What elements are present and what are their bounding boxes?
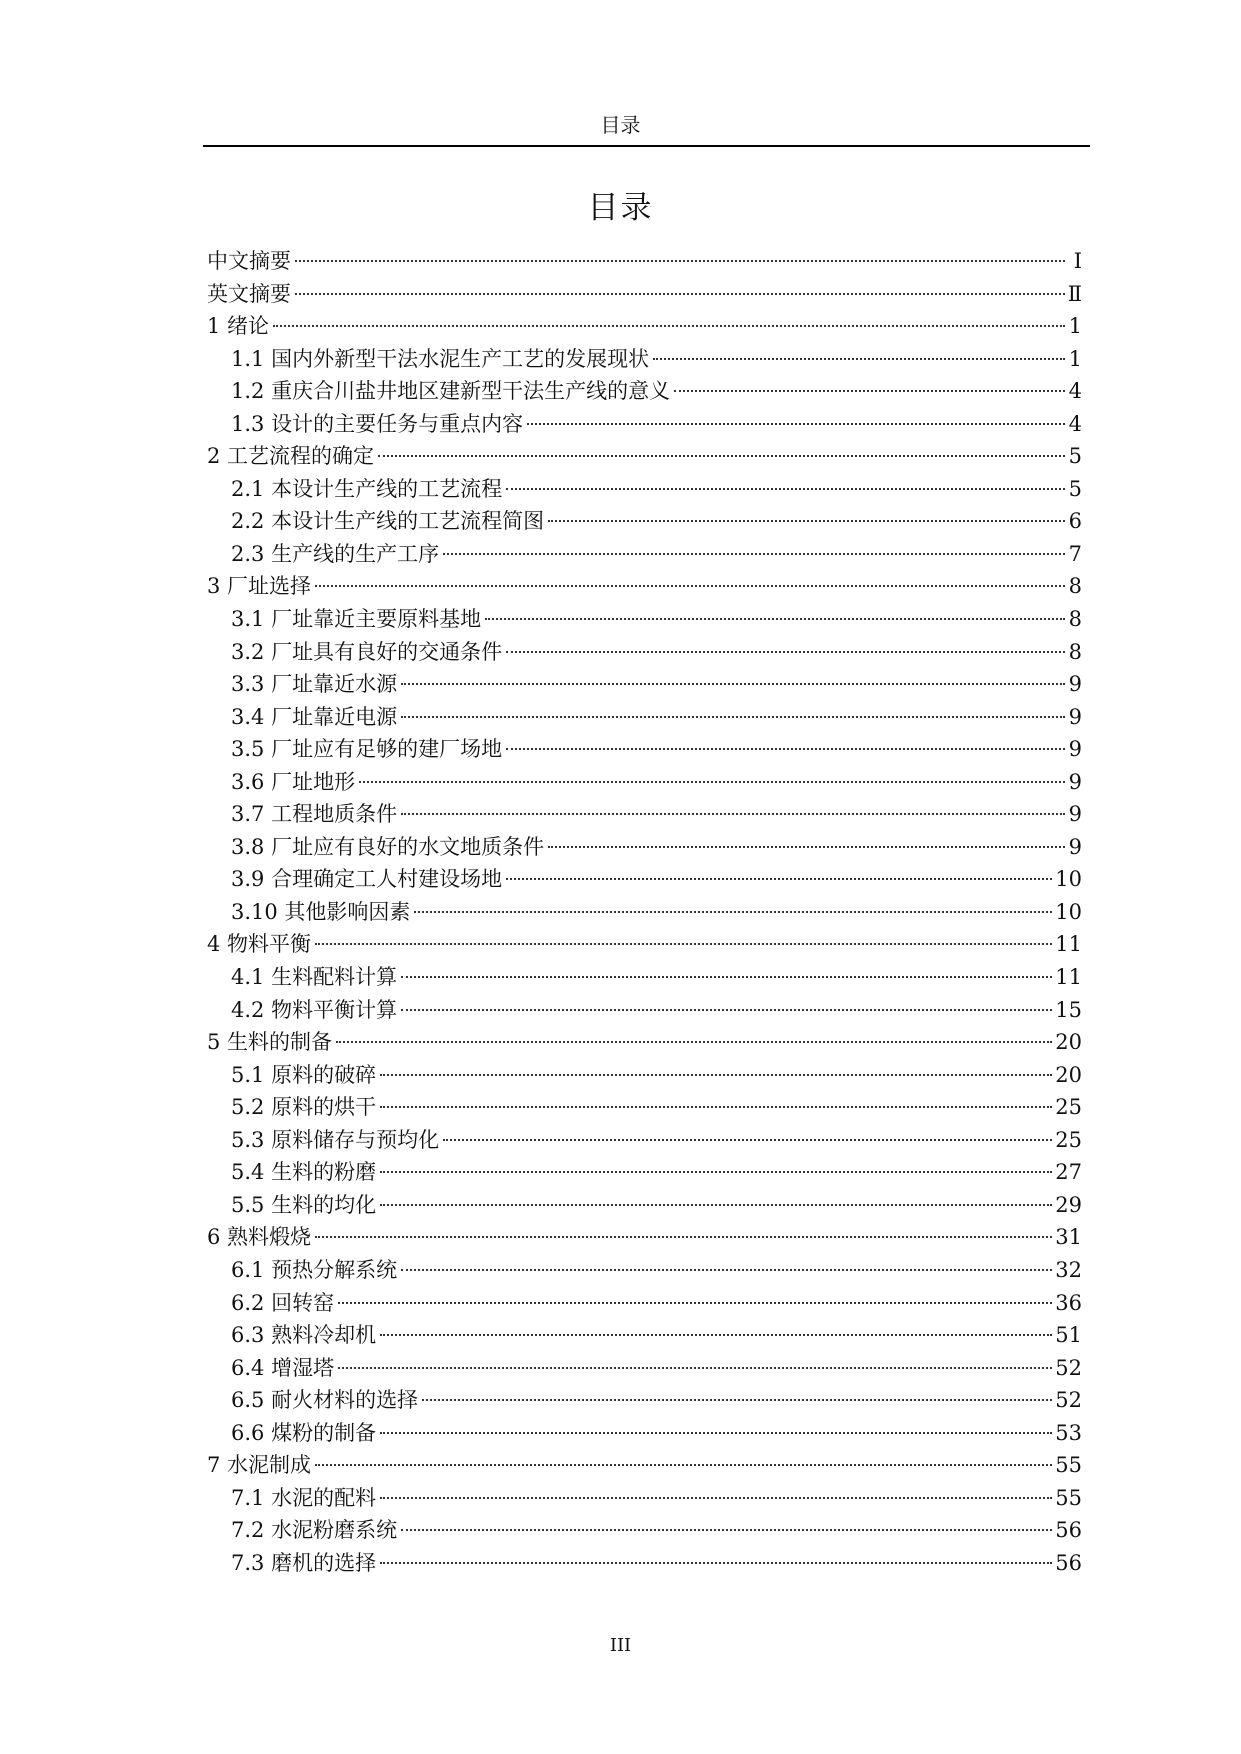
toc-dot-leader	[443, 1117, 1052, 1141]
toc-dot-leader	[380, 1312, 1052, 1336]
toc-entry-label: 6.2 回转窑	[231, 1290, 335, 1315]
toc-entry-page: Ⅰ	[1073, 249, 1082, 273]
toc-dot-leader	[414, 889, 1052, 913]
toc-entry-page: 8	[1068, 607, 1082, 632]
toc-dot-leader	[401, 987, 1052, 1011]
toc-entry-page: 5	[1068, 444, 1082, 469]
toc-dot-leader	[527, 401, 1065, 425]
toc-dot-leader	[338, 1280, 1052, 1304]
toc-entry-page: 1	[1068, 314, 1082, 339]
toc-entry-label: 1.2 重庆合川盐井地区建新型干法生产线的意义	[231, 379, 671, 404]
toc-entry-page: 11	[1055, 932, 1082, 957]
toc-entry-page: 56	[1055, 1518, 1082, 1543]
toc-entry-label: 1.3 设计的主要任务与重点内容	[231, 411, 524, 436]
toc-entry-page: 7	[1068, 541, 1082, 566]
toc-dot-leader	[485, 596, 1065, 620]
toc-entry-label: 7.2 水泥粉磨系统	[231, 1518, 398, 1543]
toc-entry-label: 2.1 本设计生产线的工艺流程	[231, 476, 503, 501]
toc-entry-label: 7.3 磨机的选择	[231, 1550, 377, 1575]
toc-dot-leader	[401, 791, 1065, 815]
toc-entry-label: 2.3 生产线的生产工序	[231, 541, 440, 566]
toc-entry-label: 5.5 生料的均化	[231, 1192, 377, 1217]
toc-entry-page: 9	[1068, 672, 1082, 697]
toc-entry-page: 51	[1055, 1323, 1082, 1348]
toc-entry-label: 1 绪论	[207, 314, 270, 339]
toc-entry-page: 5	[1068, 476, 1082, 501]
toc-entry-page: 55	[1055, 1485, 1082, 1510]
toc-dot-leader	[401, 1507, 1052, 1531]
toc-entry-label: 6.6 煤粉的制备	[231, 1420, 377, 1445]
toc-entry-page: 9	[1068, 737, 1082, 762]
toc-entry-label: 中文摘要	[207, 249, 291, 273]
toc-dot-leader	[674, 368, 1065, 392]
toc-dot-leader	[401, 661, 1065, 685]
toc-entry-label: 3.2 厂址具有良好的交通条件	[231, 639, 503, 664]
toc-entry-page: 10	[1055, 899, 1082, 924]
toc-entry-page: 4	[1068, 379, 1082, 404]
toc-entry-page: 52	[1055, 1388, 1082, 1413]
toc-entry-label: 5.1 原料的破碎	[231, 1062, 377, 1087]
toc-dot-leader	[380, 1149, 1052, 1173]
toc-dot-leader	[401, 954, 1052, 978]
toc-entry-label: 7 水泥制成	[207, 1453, 312, 1478]
toc-entry-page: 55	[1055, 1453, 1082, 1478]
toc-entry-label: 3.4 厂址靠近电源	[231, 704, 398, 729]
toc-dot-leader	[315, 921, 1052, 945]
toc-entry-page: 10	[1055, 867, 1082, 892]
toc-entry-label: 3.1 厂址靠近主要原料基地	[231, 607, 482, 632]
toc-entry-page: 6	[1068, 509, 1082, 534]
toc-entry-label: 4.2 物料平衡计算	[231, 997, 398, 1022]
toc-dot-leader	[380, 1084, 1052, 1108]
toc-dot-leader	[380, 1410, 1052, 1434]
toc-entry-page: 31	[1055, 1225, 1082, 1250]
toc-dot-leader	[443, 531, 1065, 555]
toc-entry-label: 3.9 合理确定工人村建设场地	[231, 867, 503, 892]
toc-dot-leader	[295, 238, 1065, 262]
toc-entry-page: 52	[1055, 1355, 1082, 1380]
toc-entry-label: 英文摘要	[207, 281, 291, 306]
toc-entry-page: 4	[1068, 411, 1082, 436]
toc-entry-page: 25	[1055, 1095, 1082, 1120]
toc-dot-leader	[548, 498, 1065, 522]
toc-entry-label: 6 熟料煅烧	[207, 1225, 312, 1250]
toc-dot-leader	[295, 271, 1065, 295]
toc-entry-page: 9	[1068, 834, 1082, 859]
toc-entry-page: 53	[1055, 1420, 1082, 1445]
toc-dot-leader	[315, 1214, 1052, 1238]
toc-entry-page: Ⅱ	[1067, 281, 1082, 306]
toc-dot-leader	[506, 856, 1052, 880]
toc-entry-label: 6.5 耐火材料的选择	[231, 1388, 419, 1413]
toc-entry-label: 7.1 水泥的配料	[231, 1485, 377, 1510]
toc-dot-leader	[506, 466, 1065, 490]
toc-entry-label: 3.6 厂址地形	[231, 769, 356, 794]
toc-entry-page: 8	[1068, 639, 1082, 664]
toc-entry-label: 6.3 熟料冷却机	[231, 1323, 377, 1348]
toc-entry-label: 3.8 厂址应有良好的水文地质条件	[231, 834, 545, 859]
toc-entry-label: 3.5 厂址应有足够的建厂场地	[231, 737, 503, 762]
toc-dot-leader	[336, 1019, 1052, 1043]
toc-entry-label: 3.3 厂址靠近水源	[231, 672, 398, 697]
toc-dot-leader	[380, 1052, 1052, 1076]
toc-entry-page: 11	[1055, 965, 1082, 990]
page-number: III	[609, 1635, 632, 1656]
toc-entry-label: 1.1 国内外新型干法水泥生产工艺的发展现状	[231, 346, 650, 371]
toc-dot-leader	[380, 1182, 1052, 1206]
toc-entry-label: 6.4 增湿塔	[231, 1355, 335, 1380]
toc-dot-leader	[401, 694, 1065, 718]
toc-dot-leader	[315, 1442, 1052, 1466]
header-rule	[203, 145, 1090, 147]
toc-dot-leader	[315, 563, 1065, 587]
toc-entry-page: 20	[1055, 1062, 1082, 1087]
toc-entry-label: 5.2 原料的烘干	[231, 1095, 377, 1120]
running-header: 目录	[600, 113, 641, 137]
toc-entry-page: 25	[1055, 1127, 1082, 1152]
toc-entry-page: 15	[1055, 997, 1082, 1022]
toc-entry-label: 5.4 生料的粉磨	[231, 1160, 377, 1185]
toc-dot-leader	[548, 824, 1065, 848]
toc-entry-label: 3.10 其他影响因素	[231, 899, 411, 924]
toc-title: 目录	[587, 190, 654, 226]
toc-dot-leader	[506, 629, 1065, 653]
toc-entry-page: 29	[1055, 1192, 1082, 1217]
toc-entry-page: 9	[1068, 802, 1082, 827]
toc-entry-page: 36	[1055, 1290, 1082, 1315]
toc-entry-label: 2.2 本设计生产线的工艺流程简图	[231, 509, 545, 534]
toc-dot-leader	[422, 1377, 1052, 1401]
toc-entry-label: 3.7 工程地质条件	[231, 802, 398, 827]
toc-entry-page: 32	[1055, 1257, 1082, 1282]
toc-entry-label: 4.1 生料配料计算	[231, 965, 398, 990]
toc-entry-page: 9	[1068, 704, 1082, 729]
toc-dot-leader	[506, 726, 1065, 750]
toc-dot-leader	[338, 1345, 1052, 1369]
toc-entry-label: 2 工艺流程的确定	[207, 444, 375, 469]
toc-entry-label: 5.3 原料储存与预均化	[231, 1127, 440, 1152]
toc-entry[interactable]	[207, 1546, 1082, 1579]
toc-dot-leader	[359, 759, 1065, 783]
toc-dot-leader	[653, 336, 1065, 360]
toc-dot-leader	[380, 1540, 1052, 1564]
toc-entry-page: 9	[1068, 769, 1082, 794]
toc-entry-label: 3 厂址选择	[207, 574, 312, 599]
toc-dot-leader	[378, 433, 1065, 457]
toc-entry-label: 5 生料的制备	[207, 1030, 333, 1055]
toc-entry-page: 27	[1055, 1160, 1082, 1185]
toc-entry-page: 1	[1068, 346, 1082, 371]
toc-dot-leader	[273, 303, 1065, 327]
toc-entry-page: 8	[1068, 574, 1082, 599]
toc-entry-label: 6.1 预热分解系统	[231, 1257, 398, 1282]
toc-list	[207, 244, 1082, 1578]
toc-dot-leader	[401, 1247, 1052, 1271]
toc-entry-page: 56	[1055, 1550, 1082, 1575]
toc-entry-page: 20	[1055, 1030, 1082, 1055]
toc-entry-label: 4 物料平衡	[207, 932, 312, 957]
toc-dot-leader	[380, 1475, 1052, 1499]
